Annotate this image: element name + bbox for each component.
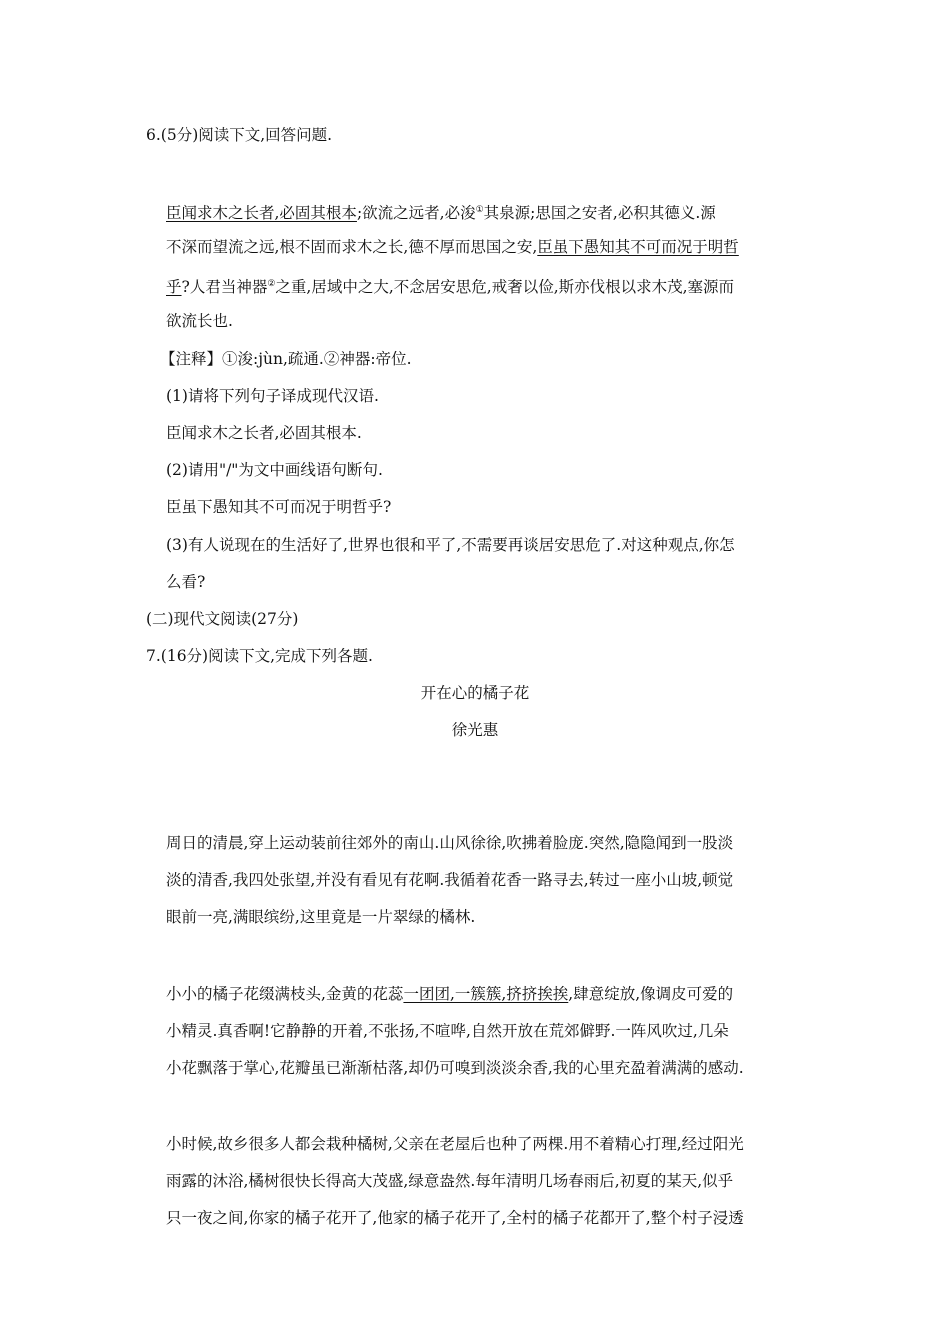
sub-question-3-line-2: 么看?	[166, 573, 206, 591]
passage-text: 不深而望流之远,根不固而求木之长,德不厚而思国之安,	[166, 238, 538, 256]
paragraph-text: 小小的橘子花缀满枝头,金黄的花蕊	[166, 985, 404, 1003]
passage-line-3	[166, 274, 734, 297]
paragraph-text: ,肆意绽放,像调皮可爱的	[568, 985, 734, 1003]
passage-text: ?人君当神器	[181, 278, 268, 296]
paragraph-1-line-2: 淡的清香,我四处张望,并没有看见有花啊.我循着花香一路寻去,转过一座小山坡,顿觉	[166, 871, 734, 889]
paragraph-1-line-1: 周日的清晨,穿上运动装前往郊外的南山.山风徐徐,吹拂着脸庞.突然,隐隐闻到一股淡	[166, 834, 734, 852]
underlined-sentence-2-end: 乎	[166, 278, 182, 296]
sub-question-1: (1)请将下列句子译成现代汉语.	[166, 387, 379, 405]
paragraph-2-line-2: 小精灵.真香啊!它静静的开着,不张扬,不喧哗,自然开放在荒郊僻野.一阵风吹过,几朵	[166, 1022, 729, 1040]
paragraph-2-line-3: 小花飘落于掌心,花瓣虽已渐渐枯落,却仍可嗅到淡淡余香,我的心里充盈着满满的感动.	[166, 1059, 744, 1077]
footnote-marker-2: ②	[267, 279, 276, 289]
sub-question-3-line-1: (3)有人说现在的生活好了,世界也很和平了,不需要再谈居安思危了.对这种观点,你怎	[166, 536, 735, 554]
passage-line-1	[166, 200, 716, 223]
section-heading: (二)现代文阅读(27分)	[146, 610, 299, 628]
question-6-header: 6.(5分)阅读下文,回答问题.	[146, 126, 333, 144]
passage-line-2	[166, 237, 739, 257]
paragraph-1-line-3: 眼前一亮,满眼缤纷,这里竟是一片翠绿的橘林.	[166, 908, 476, 926]
underlined-phrase: 一团团,一簇簇,挤挤挨挨	[403, 985, 569, 1003]
passage-text: 之重,居域中之大,不念居安思危,戒奢以俭,斯亦伐根以求木茂,塞源而	[275, 278, 735, 296]
paragraph-3-line-1: 小时候,故乡很多人都会栽种橘树,父亲在老屋后也种了两棵.用不着精心打理,经过阳光	[166, 1135, 744, 1153]
annotation-note: 【注释】①浚:jùn,疏通.②神器:帝位.	[160, 350, 412, 368]
passage-text: ;欲流之远者,必浚	[356, 204, 476, 222]
passage-text: 其泉源;思国之安者,必积其德义.源	[483, 204, 716, 222]
footnote-marker-1: ①	[475, 205, 484, 215]
sub-question-2-sentence: 臣虽下愚知其不可而况于明哲乎?	[166, 498, 392, 516]
paragraph-3-line-2: 雨露的沐浴,橘树很快长得高大茂盛,绿意盎然.每年清明几场春雨后,初夏的某天,似乎	[166, 1172, 734, 1190]
sub-question-1-sentence: 臣闻求木之长者,必固其根本.	[166, 424, 362, 442]
passage-line-4: 欲流长也.	[166, 312, 233, 330]
article-author: 徐光惠	[451, 721, 499, 739]
sub-question-2: (2)请用"/"为文中画线语句断句.	[166, 461, 383, 479]
article-title: 开在心的橘子花	[420, 684, 530, 702]
paragraph-3-line-3: 只一夜之间,你家的橘子花开了,他家的橘子花开了,全村的橘子花都开了,整个村子浸透	[166, 1209, 744, 1227]
paragraph-2-line-1	[166, 984, 733, 1004]
underlined-sentence-2: 臣虽下愚知其不可而况于明哲	[537, 238, 739, 256]
question-7-header: 7.(16分)阅读下文,完成下列各题.	[146, 647, 373, 665]
underlined-sentence-1: 臣闻求木之长者,必固其根本	[166, 204, 357, 222]
